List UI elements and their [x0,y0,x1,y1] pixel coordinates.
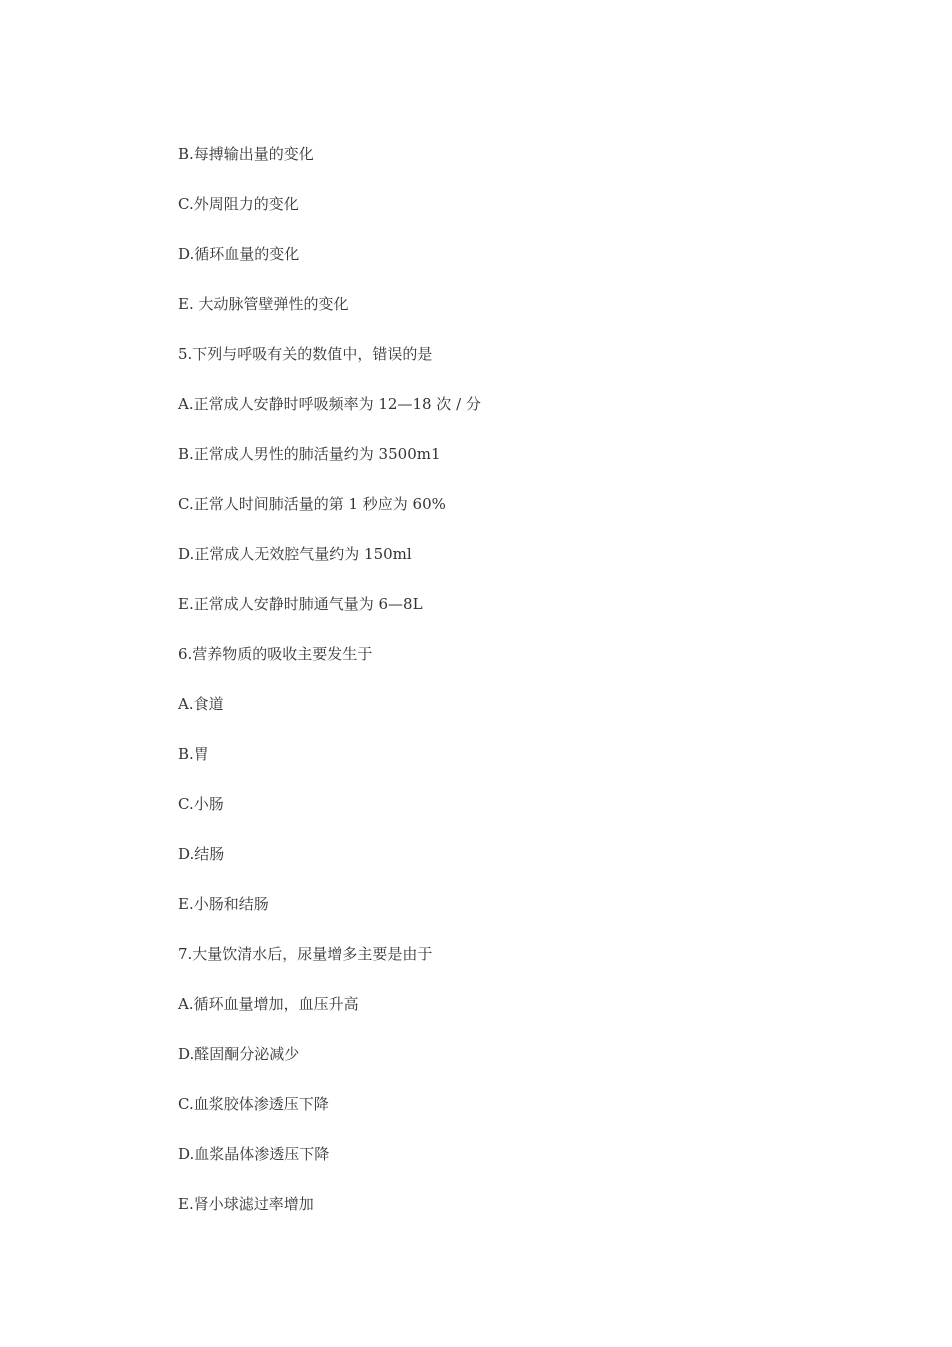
q6-option-c: C.小肠 [178,795,224,813]
q7-option-e: E.肾小球滤过率增加 [178,1195,314,1213]
q5-option-b: B.正常成人男性的肺活量约为 3500m1 [178,445,441,463]
option-e-aortic-elasticity: E. 大动脉管壁弹性的变化 [178,295,349,313]
question-7-stem: 7.大量饮清水后，尿量增多主要是由于 [178,945,433,963]
q5-option-d: D.正常成人无效腔气量约为 150ml [178,545,412,563]
q7-option-d: D.血浆晶体渗透压下降 [178,1145,330,1163]
q5-option-e: E.正常成人安静时肺通气量为 6—8L [178,595,423,613]
q6-option-e: E.小肠和结肠 [178,895,269,913]
q6-option-a: A.食道 [178,695,224,713]
question-6-stem: 6.营养物质的吸收主要发生于 [178,645,373,663]
option-b-stroke-volume: B.每搏输出量的变化 [178,145,314,163]
q7-option-c: C.血浆胶体渗透压下降 [178,1095,329,1113]
q6-option-d: D.结肠 [178,845,225,863]
q7-option-d-aldosterone: D.醛固酮分泌减少 [178,1045,300,1063]
q5-option-a: A.正常成人安静时呼吸频率为 12—18 次 / 分 [178,395,481,413]
option-d-circulating-blood-volume: D.循环血量的变化 [178,245,300,263]
question-list [178,142,481,1242]
q7-option-a: A.循环血量增加，血压升高 [178,995,359,1013]
q5-option-c: C.正常人时间肺活量的第 1 秒应为 60% [178,495,446,513]
q6-option-b: B.胃 [178,745,209,763]
option-c-peripheral-resistance: C.外周阻力的变化 [178,195,299,213]
question-5-stem: 5.下列与呼吸有关的数值中，错误的是 [178,345,433,363]
